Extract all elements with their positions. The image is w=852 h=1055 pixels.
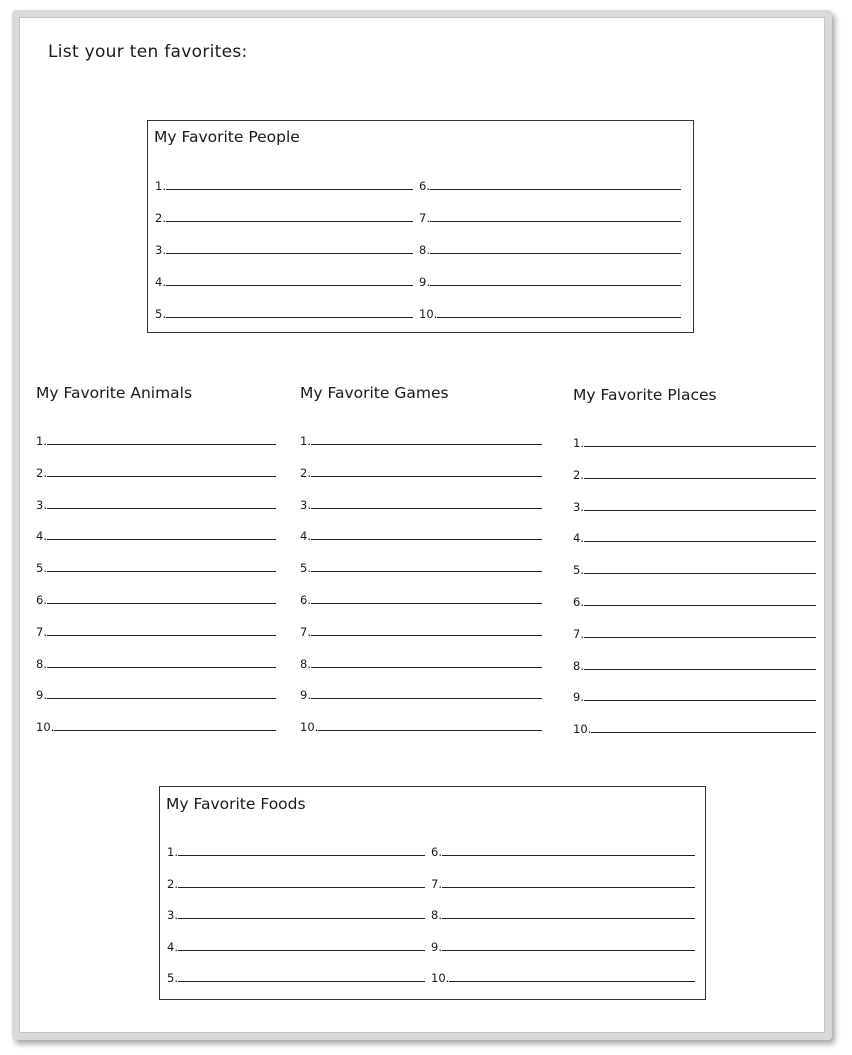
item-number: 10. [573, 722, 592, 737]
item-number: 7. [573, 626, 584, 641]
answer-blank[interactable] [584, 637, 816, 638]
item-number: 9. [419, 275, 430, 289]
people-entry-line[interactable] [419, 304, 681, 320]
foods-entry-line[interactable] [431, 937, 695, 953]
item-number: 3. [36, 497, 47, 512]
item-number: 8. [36, 656, 47, 671]
answer-blank[interactable] [311, 571, 542, 572]
item-number: 3. [573, 499, 584, 514]
animals-entry-line[interactable] [36, 685, 276, 701]
foods-entry-line[interactable] [167, 842, 425, 858]
places-entry-line[interactable] [573, 624, 816, 640]
item-number: 10. [300, 720, 319, 735]
item-number: 1. [300, 434, 311, 448]
answer-blank[interactable] [430, 253, 681, 254]
foods-entry-line[interactable] [167, 874, 425, 890]
foods-entry-line[interactable] [431, 874, 695, 890]
answer-blank[interactable] [178, 981, 425, 982]
places-entry-line[interactable] [573, 497, 816, 513]
answer-blank[interactable] [47, 476, 276, 477]
item-number: 7. [431, 876, 442, 891]
item-number: 10. [419, 307, 438, 321]
answer-blank[interactable] [166, 221, 413, 222]
foods-entry-line[interactable] [167, 905, 425, 921]
people-entry-line[interactable] [419, 176, 681, 192]
item-number: 6. [300, 593, 311, 607]
places-entry-line[interactable] [573, 528, 816, 544]
answer-blank[interactable] [442, 918, 695, 919]
item-number: 1. [36, 434, 47, 448]
answer-blank[interactable] [178, 855, 425, 856]
answer-blank[interactable] [47, 539, 276, 540]
answer-blank[interactable] [166, 189, 413, 190]
answer-blank[interactable] [47, 444, 276, 445]
answer-blank[interactable] [584, 510, 816, 511]
answer-blank[interactable] [47, 698, 276, 699]
favorite-people-box [147, 120, 694, 333]
animals-entry-line[interactable] [36, 558, 276, 574]
answer-blank[interactable] [311, 539, 542, 540]
answer-blank[interactable] [437, 317, 681, 318]
places-entry-line[interactable] [573, 719, 816, 735]
foods-entry-line[interactable] [431, 842, 695, 858]
item-number: 9. [573, 690, 584, 705]
people-entry-line[interactable] [419, 208, 681, 224]
animals-entry-line[interactable] [36, 495, 276, 511]
answer-blank[interactable] [54, 730, 276, 731]
animals-entry-line[interactable] [36, 463, 276, 479]
answer-blank[interactable] [47, 571, 276, 572]
answer-blank[interactable] [591, 732, 816, 733]
answer-blank[interactable] [430, 189, 681, 190]
answer-blank[interactable] [311, 635, 542, 636]
games-entry-line[interactable] [300, 622, 542, 638]
answer-blank[interactable] [47, 508, 276, 509]
item-number: 5. [36, 561, 47, 576]
answer-blank[interactable] [584, 573, 816, 574]
item-number: 4. [36, 529, 47, 544]
answer-blank[interactable] [47, 603, 276, 604]
item-number: 4. [167, 939, 178, 954]
item-number: 9. [431, 939, 442, 954]
item-number: 4. [573, 531, 584, 546]
answer-blank[interactable] [166, 317, 413, 318]
games-entry-line[interactable] [300, 526, 542, 542]
answer-blank[interactable] [47, 635, 276, 636]
answer-blank[interactable] [311, 444, 542, 445]
answer-blank[interactable] [584, 446, 816, 447]
people-entry-line[interactable] [155, 208, 413, 224]
answer-blank[interactable] [311, 698, 542, 699]
item-number: 8. [431, 908, 442, 922]
animals-entry-line[interactable] [36, 431, 276, 447]
answer-blank[interactable] [584, 478, 816, 479]
favorite-animals-title: My Favorite Animals [36, 384, 193, 402]
item-number: 9. [36, 688, 47, 703]
people-entry-line[interactable] [155, 240, 413, 256]
answer-blank[interactable] [311, 667, 542, 668]
answer-blank[interactable] [311, 476, 542, 477]
item-number: 10. [431, 971, 450, 985]
answer-blank[interactable] [430, 285, 681, 286]
item-number: 6. [573, 595, 584, 609]
answer-blank[interactable] [584, 605, 816, 606]
item-number: 2. [155, 211, 166, 225]
games-entry-line[interactable] [300, 558, 542, 574]
places-entry-line[interactable] [573, 656, 816, 672]
foods-entry-line[interactable] [431, 905, 695, 921]
answer-blank[interactable] [584, 669, 816, 670]
item-number: 2. [573, 467, 584, 482]
people-entry-line[interactable] [419, 240, 681, 256]
foods-entry-line[interactable] [167, 968, 425, 984]
places-entry-line[interactable] [573, 465, 816, 481]
item-number: 2. [300, 465, 311, 480]
item-number: 2. [36, 465, 47, 480]
answer-blank[interactable] [178, 918, 425, 919]
people-entry-line[interactable] [419, 272, 681, 288]
item-number: 1. [167, 845, 178, 859]
answer-blank[interactable] [311, 508, 542, 509]
games-entry-line[interactable] [300, 654, 542, 670]
item-number: 9. [300, 688, 311, 703]
answer-blank[interactable] [166, 285, 413, 286]
people-entry-line[interactable] [155, 272, 413, 288]
answer-blank[interactable] [311, 603, 542, 604]
item-number: 8. [300, 656, 311, 671]
item-number: 6. [36, 593, 47, 607]
item-number: 3. [300, 497, 311, 512]
item-number: 1. [155, 179, 166, 193]
answer-blank[interactable] [584, 541, 816, 542]
answer-blank[interactable] [47, 667, 276, 668]
foods-entry-line[interactable] [167, 937, 425, 953]
favorite-people-title: My Favorite People [154, 128, 300, 146]
answer-blank[interactable] [166, 253, 413, 254]
favorite-foods-title: My Favorite Foods [166, 795, 306, 813]
foods-entry-line[interactable] [431, 968, 695, 984]
item-number: 3. [167, 908, 178, 922]
item-number: 3. [155, 243, 166, 257]
item-number: 7. [419, 211, 430, 225]
item-number: 6. [431, 845, 442, 859]
answer-blank[interactable] [442, 887, 695, 888]
places-entry-line[interactable] [573, 433, 816, 449]
animals-entry-line[interactable] [36, 654, 276, 670]
games-entry-line[interactable] [300, 431, 542, 447]
animals-entry-line[interactable] [36, 717, 276, 733]
item-number: 7. [36, 624, 47, 639]
answer-blank[interactable] [318, 730, 542, 731]
item-number: 10. [36, 720, 55, 735]
item-number: 4. [155, 275, 166, 289]
favorite-places-title: My Favorite Places [573, 386, 717, 404]
games-entry-line[interactable] [300, 685, 542, 701]
answer-blank[interactable] [178, 887, 425, 888]
places-entry-line[interactable] [573, 687, 816, 703]
item-number: 4. [300, 529, 311, 544]
answer-blank[interactable] [449, 981, 695, 982]
animals-entry-line[interactable] [36, 526, 276, 542]
item-number: 6. [419, 179, 430, 193]
people-entry-line[interactable] [155, 176, 413, 192]
item-number: 5. [167, 971, 178, 985]
item-number: 5. [300, 561, 311, 576]
item-number: 5. [573, 563, 584, 578]
answer-blank[interactable] [584, 700, 816, 701]
places-entry-line[interactable] [573, 592, 816, 608]
item-number: 2. [167, 876, 178, 891]
games-entry-line[interactable] [300, 590, 542, 606]
worksheet-heading: List your ten favorites: [48, 42, 248, 62]
animals-entry-line[interactable] [36, 622, 276, 638]
answer-blank[interactable] [430, 221, 681, 222]
item-number: 8. [573, 658, 584, 673]
favorite-games-title: My Favorite Games [300, 384, 449, 402]
item-number: 8. [419, 243, 430, 257]
games-entry-line[interactable] [300, 717, 542, 733]
animals-entry-line[interactable] [36, 590, 276, 606]
games-entry-line[interactable] [300, 463, 542, 479]
people-entry-line[interactable] [155, 304, 413, 320]
answer-blank[interactable] [442, 855, 695, 856]
item-number: 1. [573, 436, 584, 450]
answer-blank[interactable] [442, 950, 695, 951]
item-number: 5. [155, 307, 166, 321]
answer-blank[interactable] [178, 950, 425, 951]
places-entry-line[interactable] [573, 560, 816, 576]
games-entry-line[interactable] [300, 495, 542, 511]
item-number: 7. [300, 624, 311, 639]
